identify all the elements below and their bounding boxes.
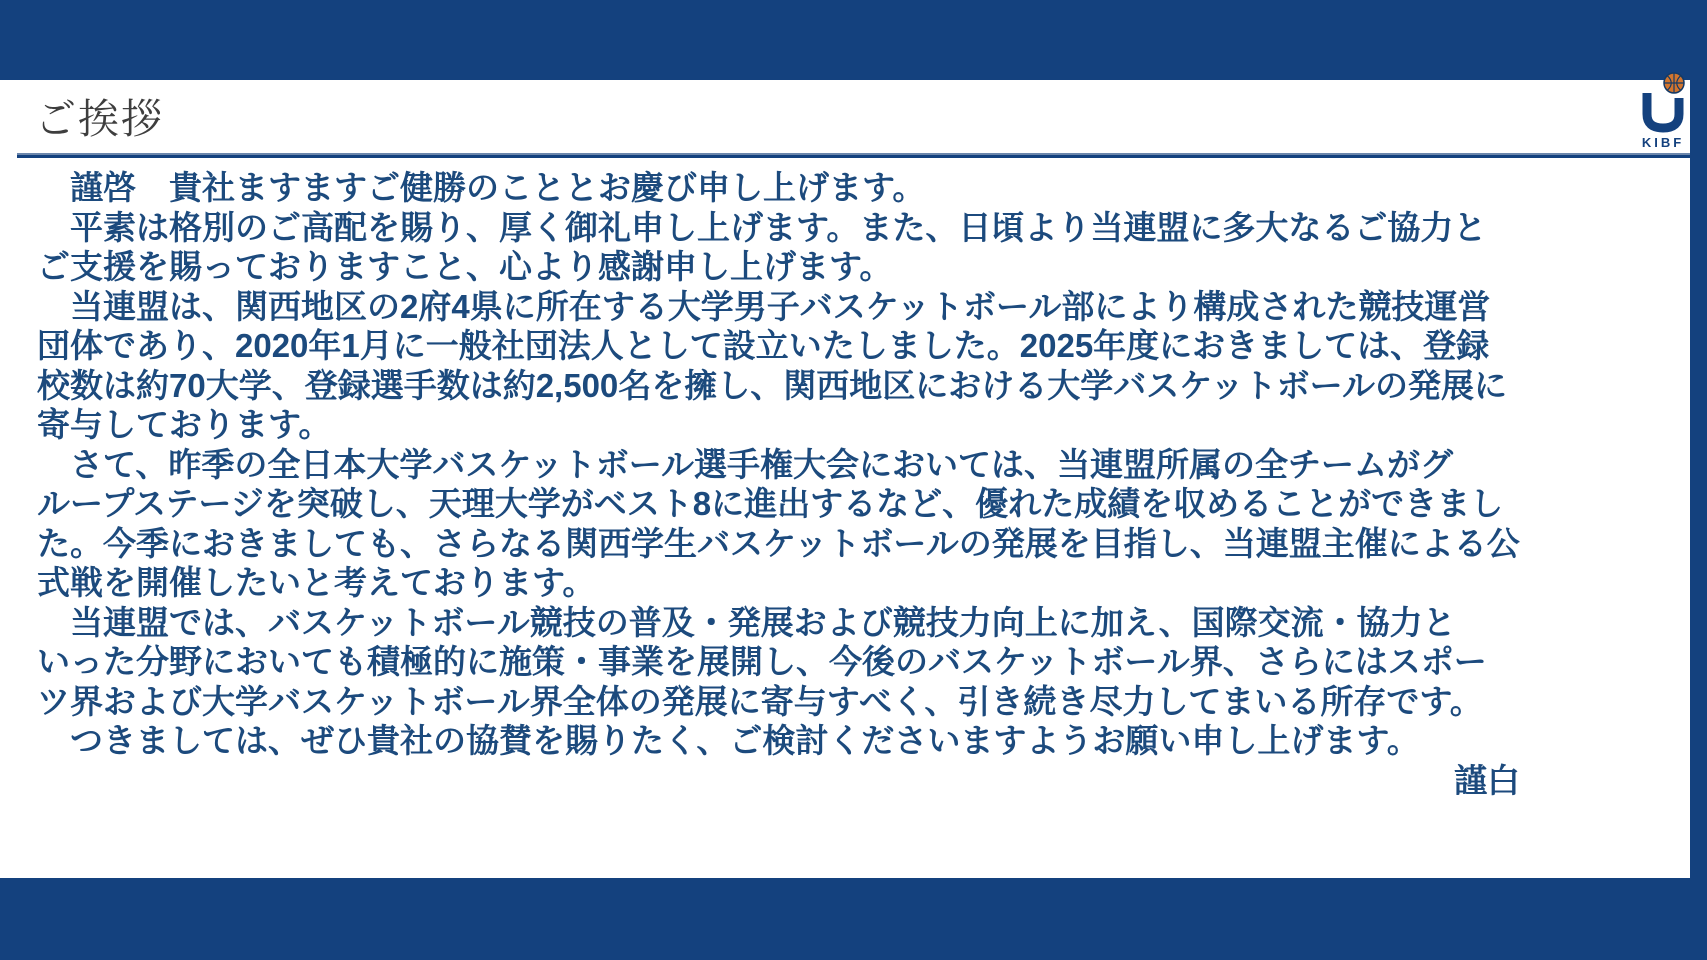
body-line: た。今季におきましても、さらなる関西学生バスケットボールの発展を目指し、当連盟主催による公 [37, 524, 1520, 562]
top-navy-bar [0, 0, 1707, 80]
body-line: ご支援を賜っておりますこと、心より感謝申し上げます。 [37, 248, 893, 285]
body-line: 平素は格別のご高配を賜り、厚く御礼申し上げます。また、日頃より当連盟に多大なるご協力と [37, 208, 1487, 246]
bottom-navy-bar [0, 878, 1707, 960]
body-line: 寄与しております。 [37, 406, 332, 443]
body-line: つきましては、ぜひ貴社の協賛を賜りたく、ご検討くださいますようお願い申し上げます。 [37, 722, 1420, 759]
kibf-logo [1634, 72, 1692, 150]
body-line: いった分野においても積極的に施策・事業を展開し、今後のバスケットボール界、さらにはスポー [37, 643, 1487, 680]
greeting-letter-body [37, 168, 1690, 800]
body-line: 当連盟では、バスケットボール競技の普及・発展および競技力向上に加え、国際交流・協力と [37, 603, 1456, 641]
body-line: 当連盟は、関西地区の2府4県に所在する大学男子バスケットボール部により構成された競技運営 [37, 287, 1491, 325]
body-line: 式戦を開催したいと考えております。 [37, 564, 596, 601]
body-line: さて、昨季の全日本大学バスケットボール選手権大会においては、当連盟所属の全チームがグ [37, 445, 1454, 483]
title-underline-rule [17, 153, 1690, 158]
body-line: ツ界および大学バスケットボール界全体の発展に寄与すべく、引き続き尽力してまいる所存です。 [37, 682, 1483, 720]
body-line: ループステージを突破し、天理大学がベスト8に進出するなど、優れた成績を収めることができまし [37, 485, 1504, 522]
body-line: 謹啓 貴社ますますご健勝のこととお慶び申し上げます。 [37, 169, 926, 206]
right-navy-border [1690, 80, 1707, 878]
body-line: 団体であり、2020年1月に一般社団法人として設立いたしました。2025年度におきましては、登録 [37, 327, 1490, 364]
body-line: 校数は約70大学、登録選手数は約2,500名を擁し、関西地区における大学バスケットボールの発展に [37, 366, 1507, 404]
logo-text: KIBF [1641, 135, 1685, 150]
closing-salutation: 謹白 [1454, 761, 1520, 799]
page-title: ご挨拶 [35, 96, 164, 142]
